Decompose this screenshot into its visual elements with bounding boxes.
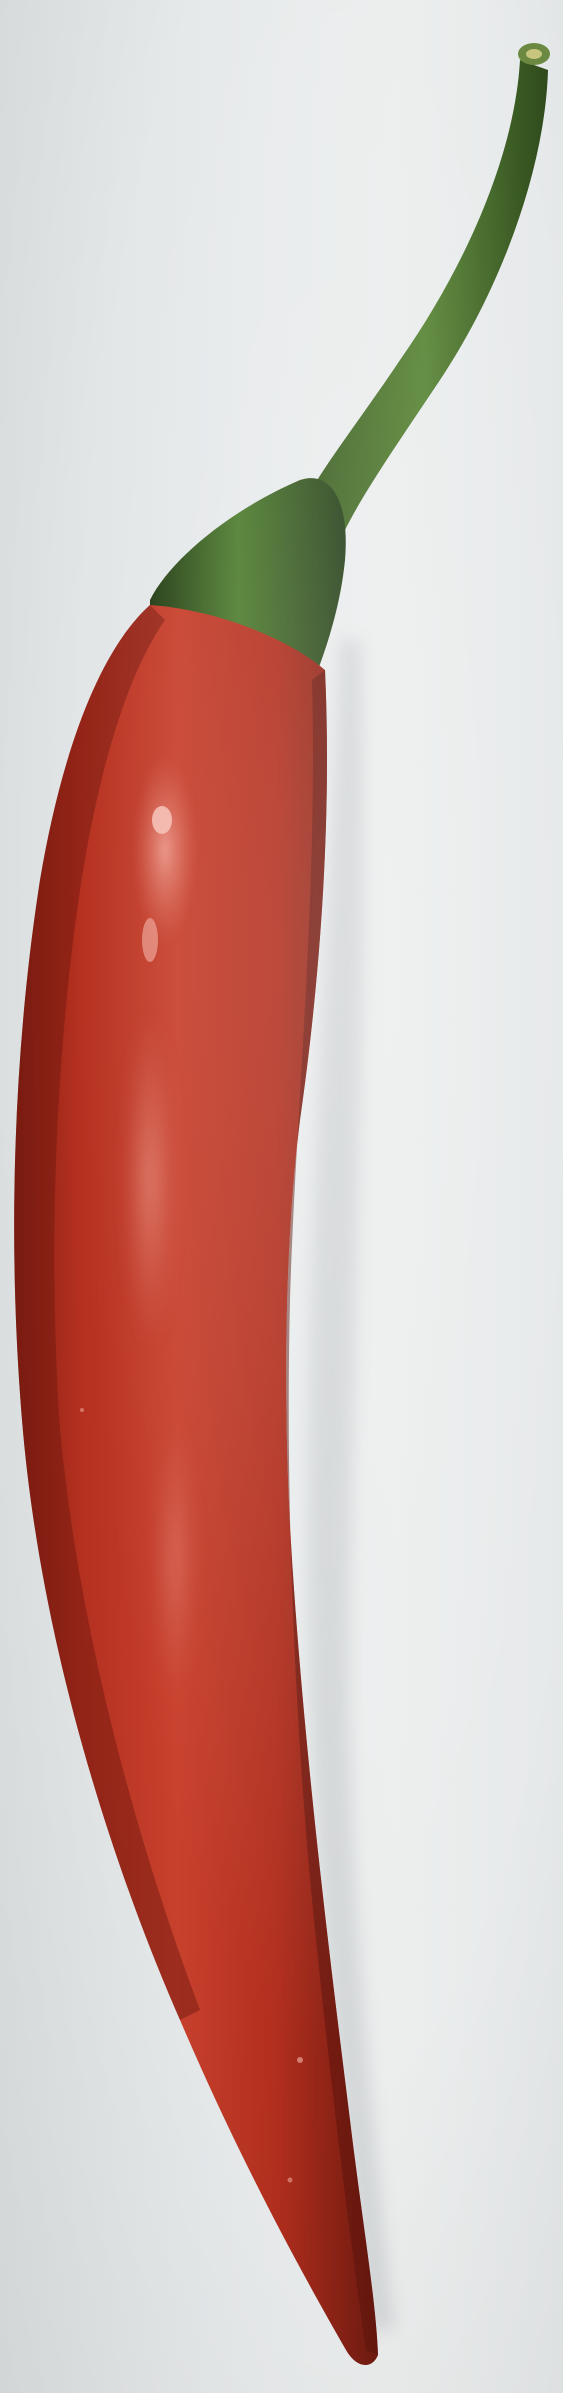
pepper-stem <box>300 60 548 530</box>
pepper-highlight-upper <box>133 755 197 945</box>
pepper-highlight-spot <box>152 806 172 834</box>
pepper-speckle <box>288 2178 293 2183</box>
pepper-speckle <box>80 1408 84 1412</box>
pepper-speckle <box>297 2057 303 2063</box>
pepper-highlight-lower <box>153 1410 197 1710</box>
pepper-highlight-mid <box>124 1010 176 1350</box>
stem-tip-center <box>526 49 542 59</box>
pepper-highlight-spot-2 <box>142 918 158 962</box>
